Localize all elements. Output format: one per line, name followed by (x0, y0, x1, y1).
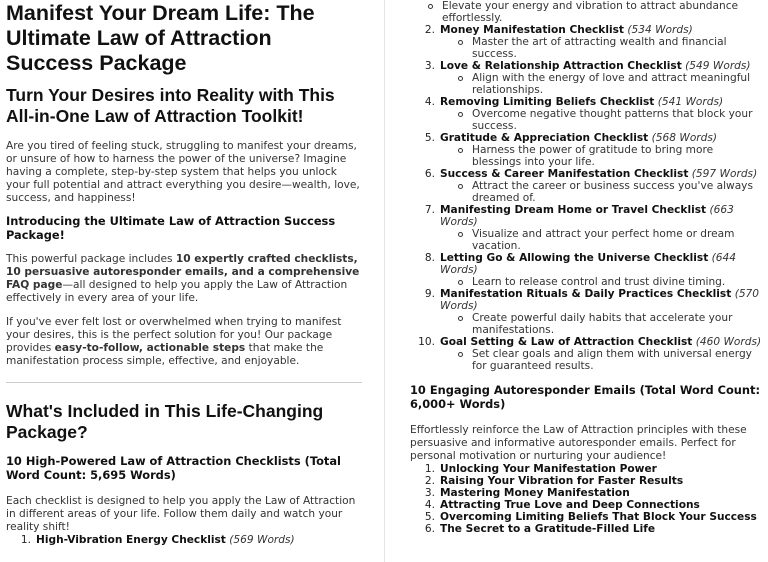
item-title: Manifestation Rituals & Daily Practices Checklist (440, 288, 732, 300)
email-item (410, 475, 762, 487)
list-number: 2. (424, 24, 435, 36)
item-title: Success & Career Manifestation Checklist (440, 168, 689, 180)
email-item (410, 463, 762, 475)
item-title: Goal Setting & Law of Attraction Checklist (440, 336, 693, 348)
list-item (410, 24, 762, 60)
intro-paragraph: Are you tired of feeling stuck, struggling to manifest your dreams, or unsure of how to harness the power of the universe? Imagine having a complete, step-by-step system that helps you unlock your full potential and attract everything you desire—wealth, love, success, and happiness! (6, 140, 360, 204)
list-number: 4. (424, 96, 435, 108)
item-word-count: (663 Words) (440, 204, 734, 228)
list-number: 5. (424, 132, 435, 144)
item-title: Manifesting Dream Home or Travel Checklist (440, 204, 707, 216)
email-item (410, 523, 762, 535)
item-title: Money Manifestation Checklist (440, 24, 624, 36)
list-number: 9. (424, 288, 435, 300)
item-title: Removing Limiting Beliefs Checklist (440, 96, 655, 108)
list-subitem: Attract the career or business success you've always dreamed of. (410, 180, 762, 204)
email-title: Unlocking Your Manifestation Power (440, 463, 657, 475)
checklists-paragraph: Each checklist is designed to help you apply the Law of Attraction in different areas of your life. Follow them daily and watch your reality shift! (6, 495, 356, 533)
list-subitem: Set clear goals and align them with universal energy for guaranteed results. (410, 348, 762, 372)
page-subtitle: Turn Your Desires into Reality with This All-in-One Law of Attraction Toolkit! (6, 85, 335, 126)
email-title: Mastering Money Manifestation (440, 487, 630, 499)
item-word-count: (549 Words) (685, 60, 751, 72)
item-word-count: (644 Words) (440, 252, 737, 276)
list-subitem: Learn to release control and trust divine timing. (410, 276, 762, 288)
list-subitem: Align with the energy of love and attract meaningful relationships. (410, 72, 762, 96)
item-word-count: (597 Words) (691, 168, 758, 180)
included-heading: What's Included in This Life-Changing Package? (6, 401, 324, 442)
emails-heading: 10 Engaging Autoresponder Emails (Total Word Count: 6,000+ Words) (410, 383, 761, 411)
list-number: 1. (424, 463, 435, 475)
list-number: 3. (424, 487, 435, 499)
page-title: Manifest Your Dream Life: The Ultimate Law of Attraction Success Package (6, 1, 315, 75)
list-subitem: Visualize and attract your perfect home or dream vacation. (410, 228, 762, 252)
list-item (410, 60, 762, 96)
package-text-bold: 10 expertly crafted checklists, 10 persuasive autoresponder emails, and a comprehensive FAQ page (6, 253, 360, 291)
list-number: 10. (418, 336, 435, 348)
lost-text-after: that make the manifestation process simple, effective, and enjoyable. (6, 342, 324, 367)
package-text-before: This powerful package includes (6, 253, 176, 265)
left-column (6, 0, 362, 546)
email-title: Raising Your Vibration for Faster Results (440, 475, 684, 487)
list-item (410, 288, 762, 336)
list-item (410, 168, 762, 204)
list-subitem: Master the art of attracting wealth and financial success. (410, 36, 762, 60)
list-subitem: Harness the power of gratitude to bring more blessings into your life. (410, 144, 762, 168)
email-title: Attracting True Love and Deep Connections (440, 499, 700, 511)
checklists-heading: 10 High-Powered Law of Attraction Checklists (Total Word Count: 5,695 Words) (6, 454, 341, 482)
checklist-list-start (6, 534, 362, 546)
right-column (410, 0, 762, 535)
email-item (410, 511, 762, 523)
lost-text-bold: easy-to-follow, actionable steps (54, 342, 246, 354)
item-word-count: (570 Words) (440, 288, 760, 312)
list-subitem: Create powerful daily habits that accelerate your manifestations. (410, 312, 762, 336)
email-title: Overcoming Limiting Beliefs That Block Your Success (440, 511, 757, 523)
item-word-count: (568 Words) (651, 132, 718, 144)
horizontal-divider (6, 382, 362, 383)
column-divider (384, 0, 385, 562)
list-subitem: Overcome negative thought patterns that block your success. (410, 108, 762, 132)
list-item (410, 96, 762, 132)
list-item (410, 336, 762, 372)
email-item (410, 487, 762, 499)
package-text-after: —all designed to help you apply the Law of Attraction effectively in every area of your life. (6, 279, 348, 304)
lost-paragraph (6, 316, 362, 368)
email-title: The Secret to a Gratitude-Filled Life (440, 523, 656, 535)
list-number: 6. (424, 168, 435, 180)
package-paragraph (6, 253, 362, 305)
item-word-count: (534 Words) (627, 24, 693, 36)
emails-paragraph: Effortlessly reinforce the Law of Attraction principles with these persuasive and informative autoresponder emails. Perfect for personal motivation or nurturing your audience! (410, 424, 747, 462)
email-list (410, 463, 762, 535)
list-number: 4. (424, 499, 435, 511)
item-word-count: (460 Words) (695, 336, 762, 348)
list-item (6, 534, 362, 546)
list-number: 6. (424, 523, 435, 535)
introducing-heading: Introducing the Ultimate Law of Attraction Success Package! (6, 214, 336, 242)
list-item (410, 132, 762, 168)
checklist-list (410, 24, 762, 372)
list-item (410, 252, 762, 288)
list-number: 5. (424, 511, 435, 523)
item-word-count: (541 Words) (657, 96, 724, 108)
item-title: Gratitude & Appreciation Checklist (440, 132, 649, 144)
item-title: Love & Relationship Attraction Checklist (440, 60, 682, 72)
item-word-count: (569 Words) (229, 534, 295, 546)
list-number: 2. (424, 475, 435, 487)
list-number: 8. (424, 252, 435, 264)
list-subitem: Elevate your energy and vibration to attract abundance effortlessly. (380, 0, 762, 24)
list-item (410, 204, 762, 252)
email-item (410, 499, 762, 511)
list-number: 1. (20, 534, 31, 546)
list-number: 7. (424, 204, 435, 216)
lost-text-before: If you've ever felt lost or overwhelmed when trying to manifest your desires, this is the perfect solution for you! Our package provides (6, 316, 342, 354)
item-title: Letting Go & Allowing the Universe Checklist (440, 252, 709, 264)
item-title: High-Vibration Energy Checklist (36, 534, 226, 546)
list-number: 3. (424, 60, 435, 72)
